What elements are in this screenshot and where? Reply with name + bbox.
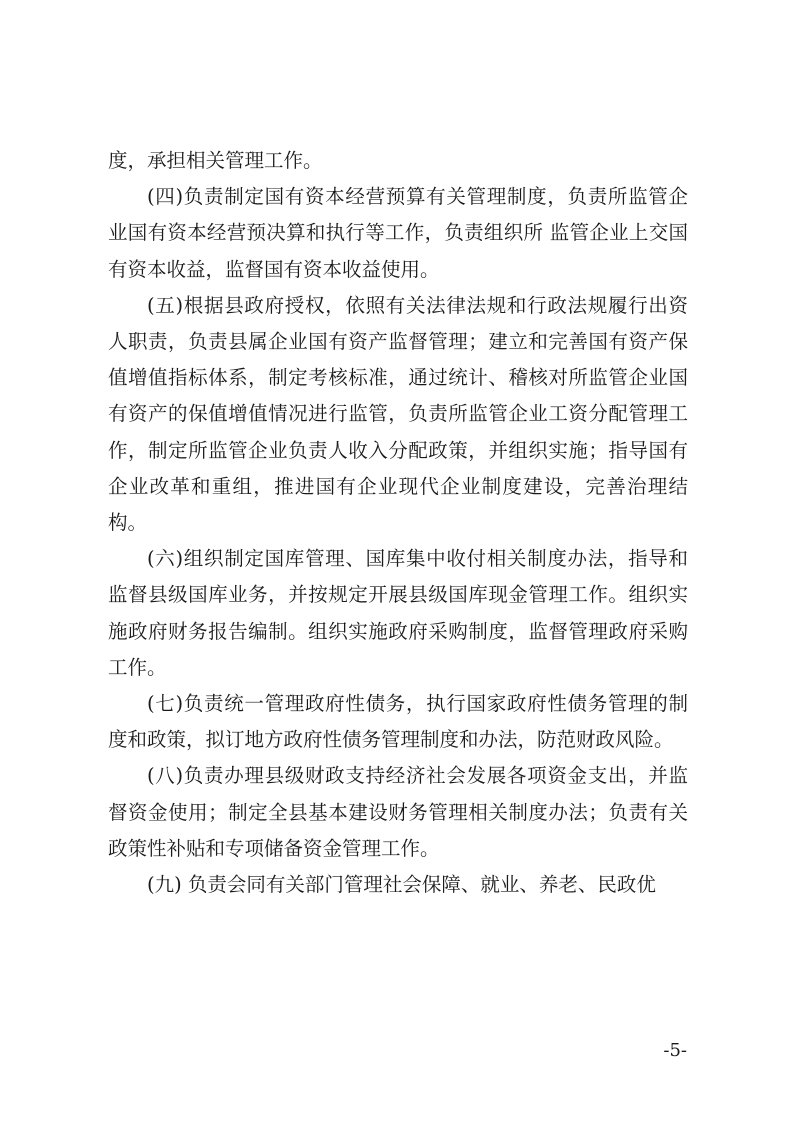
paragraph-item-8: (八)负责办理县级财政支持经济社会发展各项资金支出，并监督资金使用；制定全县基本建设财务管理相关制度办法；负责有关政策性补贴和专项储备资金管理工作。 xyxy=(108,764,688,860)
body-text xyxy=(108,143,688,903)
paragraph-item-6: (六)组织制定国库管理、国库集中收付相关制度办法，指导和监督县级国库业务，并按规定开展县级国库现金管理工作。组织实施政府财务报告编制。组织实施政府采购制度，监督管理政府采购工作。 xyxy=(108,547,688,679)
paragraph-item-7: (七)负责统一管理政府性债务，执行国家政府性债务管理的制度和政策，拟订地方政府性债务管理制度和办法，防范财政风险。 xyxy=(108,692,688,752)
paragraph-item-4: (四)负责制定国有资本经营预算有关管理制度，负责所监管企业国有资本经营预决算和执行等工作，负责组织所 监管企业上交国有资本收益，监督国有资本收益使用。 xyxy=(108,185,688,281)
page-number: -5- xyxy=(663,1040,687,1061)
paragraph-item-9: (九) 负责会同有关部门管理社会保障、就业、养老、民政优 xyxy=(147,873,656,897)
paragraph-item-5: (五)根据县政府授权，依照有关法律法规和行政法规履行出资人职责，负责县属企业国有资产监督管理；建立和完善国有资产保值增值指标体系，制定考核标准，通过统计、稽核对所监管企业国有资产的保值增值情况进行监管，负责所监管企业工资分配管理工作，制定所监管企业负责人收入分配政策，并组织实施；指导国有企业改革和重组，推进国有企业现代企业制度建设，完善治理结构。 xyxy=(108,293,688,535)
paragraph-continuation: 度，承担相关管理工作。 xyxy=(108,149,323,172)
